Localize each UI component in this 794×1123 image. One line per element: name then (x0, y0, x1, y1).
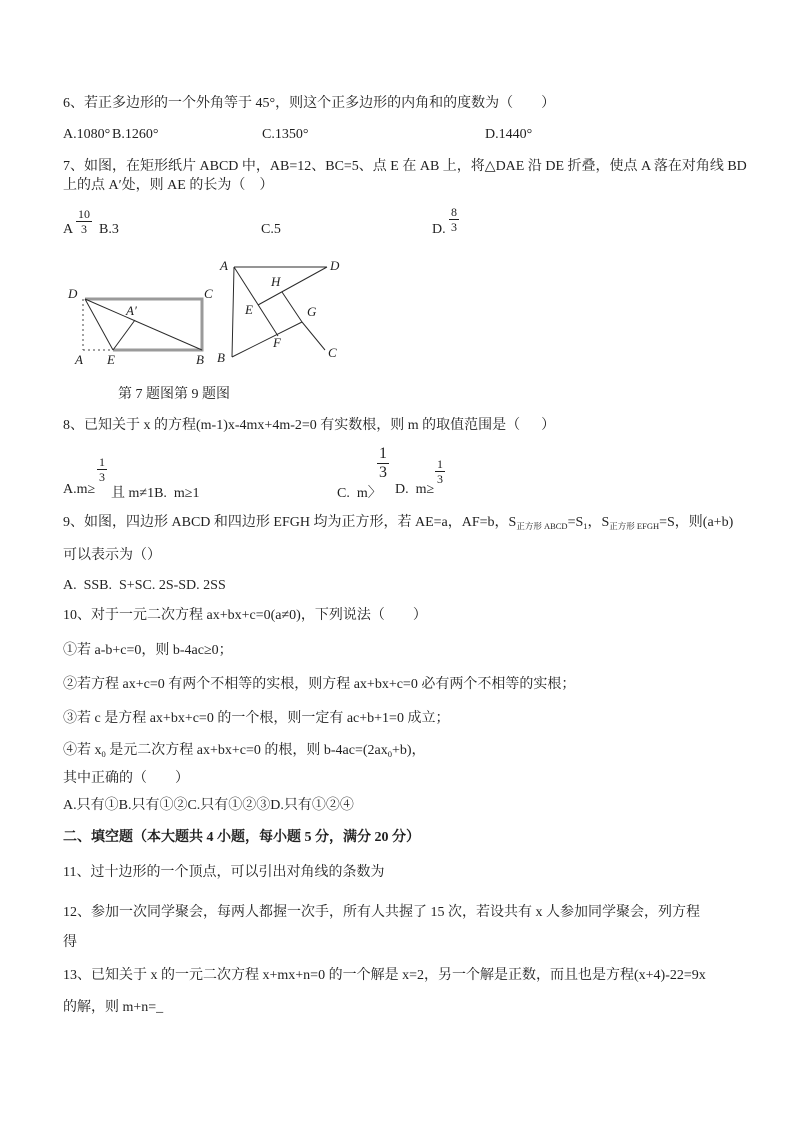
question-9-text-line1 (63, 514, 733, 532)
question-6-options (63, 127, 753, 145)
vertex-label-B: B (217, 350, 225, 365)
q10-item-1: ①若 a-b+c=0，则 b-4ac≥0； (63, 643, 233, 658)
question-10-text: 10、对于一元二次方程 ax+bx+c=0(a≠0)，下列说法（ ） (63, 608, 427, 623)
q7-option-b: B.3 (99, 222, 119, 237)
vertex-label-A-prime: A′ (126, 303, 137, 318)
question-9-text-line2: 可以表示为（） (63, 548, 161, 563)
fold-solid-lines (85, 299, 202, 350)
figure-caption: 第 7 题图第 9 题图 (118, 387, 230, 402)
q6-option-d: D.1440° (485, 127, 533, 142)
question-6-text: 6、若正多边形的一个外角等于 45°，则这个正多边形的内角和的度数为（ ） (63, 96, 556, 111)
q8-option-c-prefix: C. m〉 (337, 486, 382, 501)
vertex-label-B: B (196, 352, 204, 367)
question-9-options: A. SSB. S+SC. 2S-SD. 2SS (63, 578, 226, 593)
q8-option-a-suffix-and-b: 且 m≠1B. m≥1 (111, 486, 200, 501)
fraction-denominator: 3 (81, 222, 87, 236)
fraction-denominator: 3 (99, 470, 105, 484)
q9-eq1: =S (567, 515, 584, 530)
q8-option-d-fraction (435, 458, 445, 485)
q9-subscript-1: 1 (583, 521, 588, 531)
fraction-denominator: 3 (437, 472, 443, 486)
vertex-label-A: A (220, 258, 228, 273)
q8-option-c-fraction (377, 446, 389, 481)
q10-item4-pre: ④若 x (63, 743, 102, 758)
vertex-label-E: E (245, 302, 253, 317)
q6-option-c: C.1350° (262, 127, 309, 142)
vertex-label-C: C (204, 286, 213, 301)
question-7-text-line2: 上的点 A′处，则 AE 的长为（ ） (63, 178, 274, 193)
q10-options: A.只有①B.只有①②C.只有①②③D.只有①②④ (63, 798, 354, 813)
q10-conclusion: 其中正确的（ ） (63, 771, 189, 786)
vertex-label-D: D (68, 286, 78, 301)
q9-eq2: =S，则(a+b) (659, 515, 734, 530)
question-11-text: 11、过十边形的一个顶点，可以引出对角线的条数为 (63, 865, 385, 880)
figure-question-7 (60, 253, 220, 373)
q9-mid: ，S (587, 515, 610, 530)
question-7-text-line1: 7、如图，在矩形纸片 ABCD 中，AB=12、BC=5、点 E 在 AB 上，将△DAE 沿 DE 折叠，使点 A 落在对角线 BD (63, 159, 747, 174)
q7-option-d-fraction (449, 206, 459, 233)
question-8-text: 8、已知关于 x 的方程(m-1)x-4mx+4m-2=0 有实数根，则 m 的取值范围是（ ） (63, 418, 556, 433)
q8-option-a-fraction (97, 456, 107, 483)
vertex-label-F: F (273, 335, 281, 350)
fraction-numerator: 10 (78, 207, 90, 221)
q10-item-3: ③若 c 是方程 ax+bx+c=0 的一个根，则一定有 ac+b+1=0 成立； (63, 711, 450, 726)
q10-item4-subscript-0b: 0 (387, 749, 392, 759)
fraction-numerator: 1 (379, 445, 387, 462)
q10-item-2: ②若方程 ax+c=0 有两个不相等的实根，则方程 ax+bx+c=0 必有两个不相等的实根； (63, 677, 576, 692)
q6-option-a: A.1080° (63, 127, 111, 142)
question-8-options (63, 446, 753, 500)
question-13-text-line2: 的解，则 m+n=_ (63, 1000, 164, 1015)
fraction-numerator: 1 (437, 457, 443, 471)
q10-item-4 (63, 742, 426, 760)
q7-option-c: C.5 (261, 222, 281, 237)
q7-option-a-label: A (63, 222, 74, 237)
vertex-label-H: H (271, 274, 281, 289)
fraction-denominator: 3 (379, 464, 387, 481)
vertex-label-E: E (107, 352, 115, 367)
question-7-options (63, 206, 753, 240)
q9-subscript-abcd: 正方形 ABCD (516, 521, 568, 531)
q7-option-d-label: D. (432, 222, 446, 237)
vertex-label-D: D (330, 258, 340, 273)
q10-item4-subscript-0: 0 (101, 749, 106, 759)
vertex-label-C: C (328, 345, 337, 360)
fraction-numerator: 8 (451, 205, 457, 219)
q10-item4-post: +b)， (391, 743, 426, 758)
fraction-denominator: 3 (451, 220, 457, 234)
vertex-label-A: A (75, 352, 83, 367)
question-12-text-line2: 得 (63, 935, 77, 950)
q6-option-b: B.1260° (112, 127, 159, 142)
question-13-text-line1: 13、已知关于 x 的一元二次方程 x+mx+n=0 的一个解是 x=2，另一个解是正数，而且也是方程(x+4)-22=9x (63, 968, 706, 983)
vertex-label-G: G (307, 304, 317, 319)
q9-text-pre: 9、如图，四边形 ABCD 和四边形 EFGH 均为正方形，若 AE=a，AF=b，S (63, 515, 517, 530)
figure-question-9 (212, 248, 362, 378)
q8-option-a-prefix: A.m≥ (63, 482, 96, 497)
q10-item4-mid: 是元二次方程 ax+bx+c=0 的根，则 b-4ac=(2ax (105, 743, 388, 758)
q7-option-a-fraction (76, 208, 92, 235)
q8-option-d-prefix: D. m≥ (395, 482, 435, 497)
section-2-title: 二、填空题（本大题共 4 小题，每小题 5 分，满分 20 分） (63, 830, 420, 845)
q9-subscript-efgh: 正方形 EFGH (609, 521, 660, 531)
fraction-numerator: 1 (99, 455, 105, 469)
question-12-text-line1: 12、参加一次同学聚会，每两人都握一次手，所有人共握了 15 次，若设共有 x 人参加同学聚会，列方程 (63, 905, 700, 920)
